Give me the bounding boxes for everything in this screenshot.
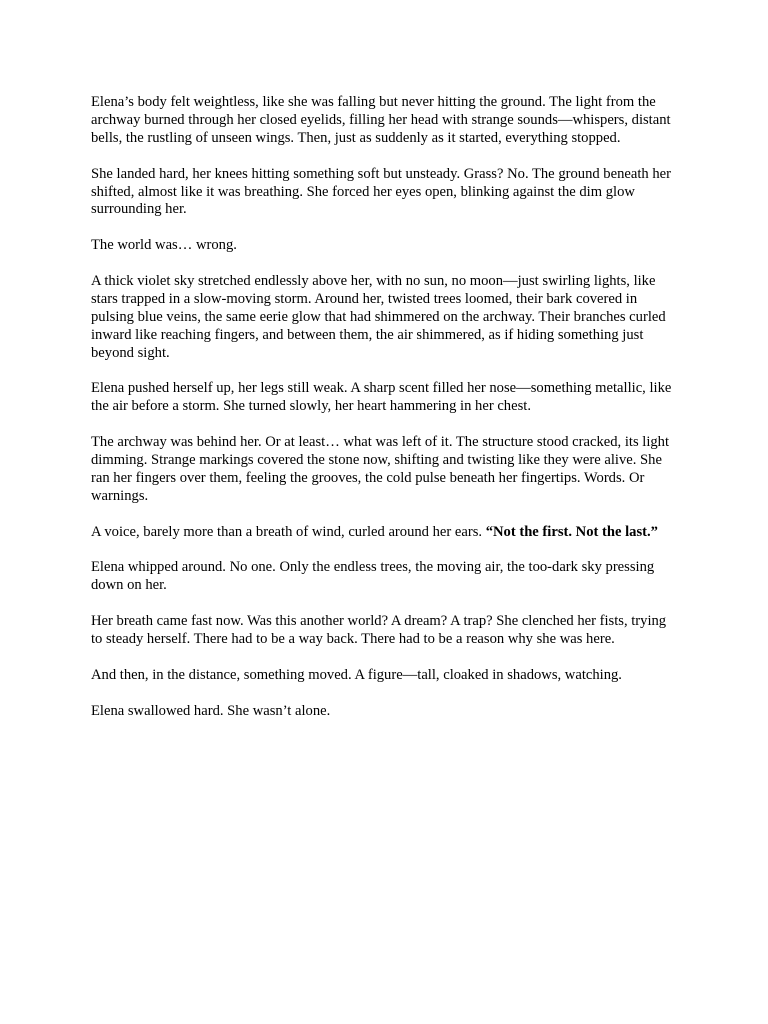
paragraph: And then, in the distance, something moved. A figure—tall, cloaked in shadows, watching. <box>91 666 622 683</box>
document-body <box>91 94 681 721</box>
paragraph: Elena whipped around. No one. Only the endless trees, the moving air, the too-dark sky pressing down on her. <box>91 559 655 594</box>
paragraph: Elena’s body felt weightless, like she was falling but never hitting the ground. The light from the archway burned through her closed eyelids, filling her head with strange sounds—whispers, distant bells, the rustling of unseen wings. Then, just as suddenly as it started, everything stopped. <box>91 94 671 146</box>
paragraph: Elena swallowed hard. She wasn’t alone. <box>91 702 331 719</box>
paragraph: Elena pushed herself up, her legs still weak. A sharp scent filled her nose—something metallic, like the air before a storm. She turned slowly, her heart hammering in her chest. <box>91 380 672 415</box>
paragraph: She landed hard, her knees hitting something soft but unsteady. Grass? No. The ground beneath her shifted, almost like it was breathing. She forced her eyes open, blinking against the dim glow surrounding her. <box>91 165 671 218</box>
paragraph: The world was… wrong. <box>91 237 237 254</box>
emphasized-quote: “Not the first. Not the last.” <box>485 523 658 540</box>
voice-paragraph <box>91 524 681 542</box>
paragraph: A thick violet sky stretched endlessly above her, with no sun, no moon—just swirling lights, like stars trapped in a slow-moving storm. Around her, twisted trees loomed, their bark covered in pulsing blue veins, the same eerie glow that had shimmered on the archway. Their branches curled inward like reaching fingers, and between them, the air shimmered, as if hiding something just beyond sight. <box>91 273 666 361</box>
paragraph: The archway was behind her. Or at least… what was left of it. The structure stood cracked, its light dimming. Strange markings covered the stone now, shifting and twisting like they were alive. She ran her fingers over them, feeling the grooves, the cold pulse beneath her fingertips. Words. Or warnings. <box>91 434 670 504</box>
paragraph: Her breath came fast now. Was this another world? A dream? A trap? She clenched her fists, trying to steady herself. There had to be a way back. There had to be a reason why she was here. <box>91 613 667 648</box>
paragraph-text: A voice, barely more than a breath of wind, curled around her ears. <box>91 523 486 540</box>
